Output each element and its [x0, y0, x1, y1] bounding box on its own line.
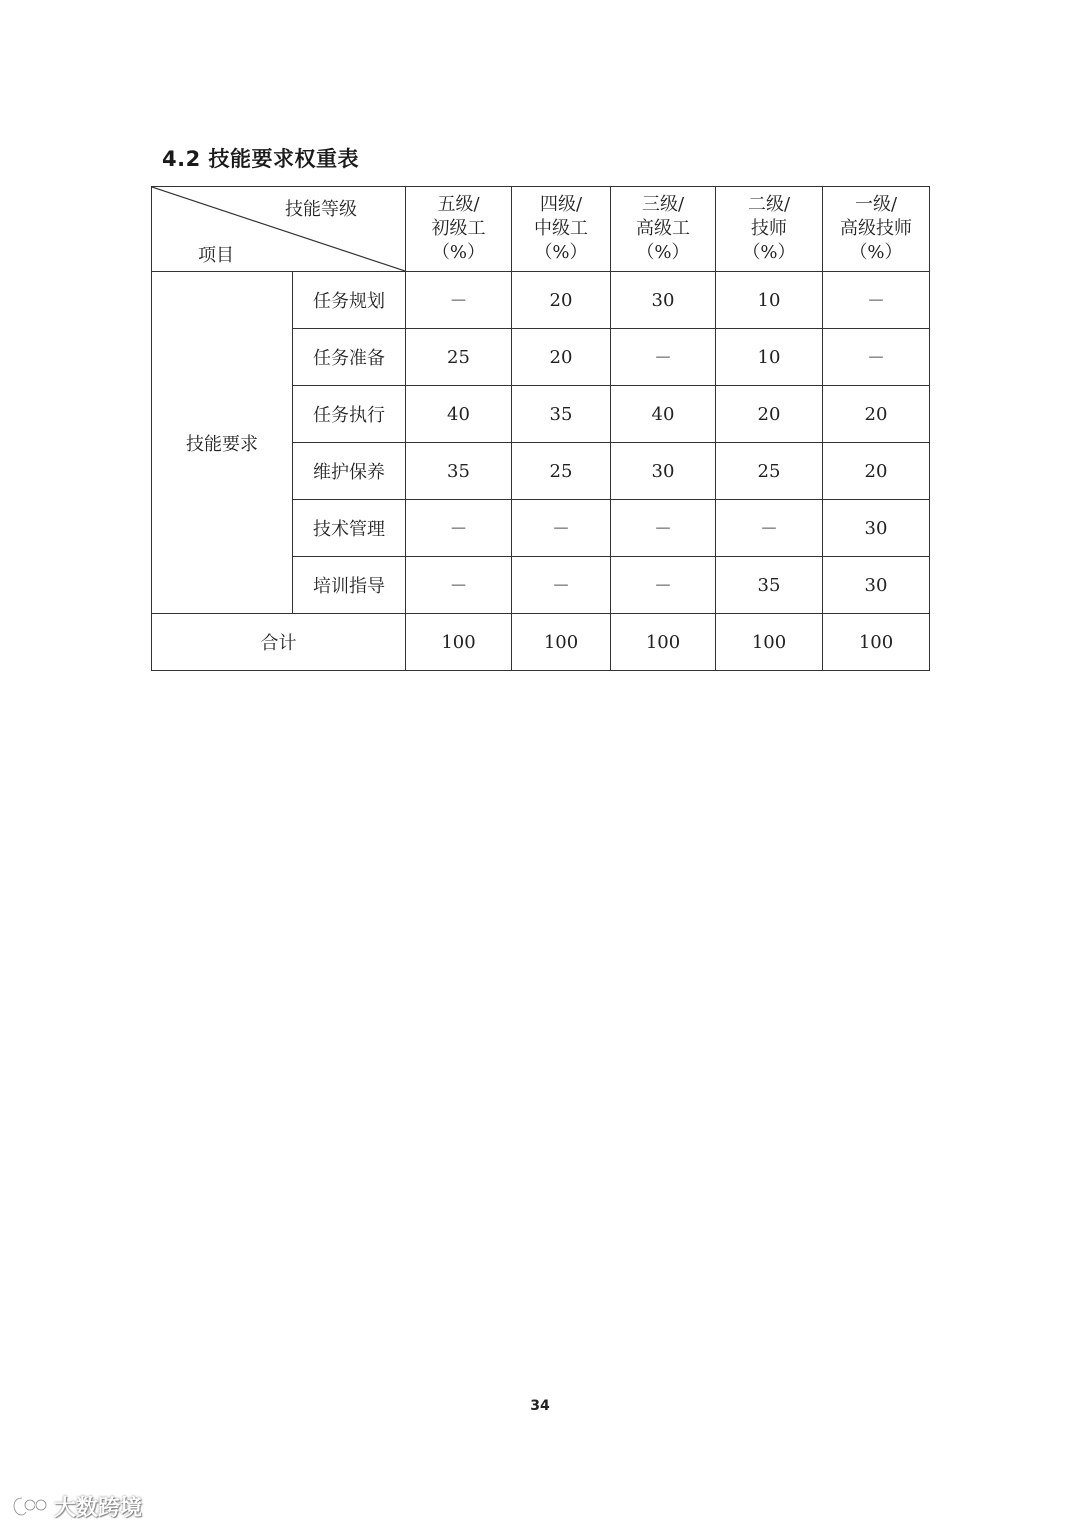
skill-weight-table [151, 186, 930, 671]
value-cell: － [406, 557, 512, 614]
value-cell: － [716, 500, 823, 557]
total-value: 100 [512, 614, 611, 671]
value-cell: － [611, 329, 716, 386]
value-cell: 20 [823, 443, 930, 500]
item-label: 维护保养 [293, 443, 406, 500]
corner-header-cell [152, 187, 406, 272]
level-header: 四级/ 中级工 （%） [512, 187, 611, 272]
value-cell: 25 [716, 443, 823, 500]
corner-label-item: 项目 [198, 245, 234, 266]
item-label: 任务准备 [293, 329, 406, 386]
value-cell: 35 [406, 443, 512, 500]
value-cell: 35 [512, 386, 611, 443]
total-value: 100 [406, 614, 512, 671]
total-value: 100 [611, 614, 716, 671]
table-row [152, 272, 930, 329]
level-header: 一级/ 高级技师 （%） [823, 187, 930, 272]
value-cell: 20 [512, 329, 611, 386]
value-cell: － [611, 500, 716, 557]
corner-label-level: 技能等级 [285, 199, 357, 220]
value-cell: － [823, 329, 930, 386]
value-cell: 25 [512, 443, 611, 500]
value-cell: 20 [512, 272, 611, 329]
item-label: 技术管理 [293, 500, 406, 557]
value-cell: － [823, 272, 930, 329]
value-cell: 20 [823, 386, 930, 443]
value-cell: 40 [406, 386, 512, 443]
level-header: 五级/ 初级工 （%） [406, 187, 512, 272]
value-cell: 10 [716, 272, 823, 329]
value-cell: － [406, 272, 512, 329]
diagonal-divider [152, 187, 405, 271]
value-cell: － [406, 500, 512, 557]
value-cell: 20 [716, 386, 823, 443]
level-header: 三级/ 高级工 （%） [611, 187, 716, 272]
table-header-row [152, 187, 930, 272]
group-label-cell: 技能要求 [152, 272, 293, 614]
total-value: 100 [716, 614, 823, 671]
value-cell: 10 [716, 329, 823, 386]
value-cell: 30 [823, 557, 930, 614]
value-cell: 40 [611, 386, 716, 443]
value-cell: 25 [406, 329, 512, 386]
value-cell: 30 [823, 500, 930, 557]
total-label: 合计 [152, 614, 406, 671]
value-cell: 30 [611, 443, 716, 500]
page-number: 34 [530, 1398, 550, 1414]
item-label: 任务规划 [293, 272, 406, 329]
total-value: 100 [823, 614, 930, 671]
page-title: 4.2 技能要求权重表 [162, 147, 360, 171]
watermark-text: 大数跨境 [54, 1496, 143, 1521]
value-cell: 35 [716, 557, 823, 614]
value-cell: － [512, 557, 611, 614]
item-label: 培训指导 [293, 557, 406, 614]
level-header: 二级/ 技师 （%） [716, 187, 823, 272]
item-label: 任务执行 [293, 386, 406, 443]
watermark [10, 1491, 142, 1522]
logo-icon [10, 1494, 50, 1520]
value-cell: － [611, 557, 716, 614]
total-row [152, 614, 930, 671]
value-cell: － [512, 500, 611, 557]
value-cell: 30 [611, 272, 716, 329]
